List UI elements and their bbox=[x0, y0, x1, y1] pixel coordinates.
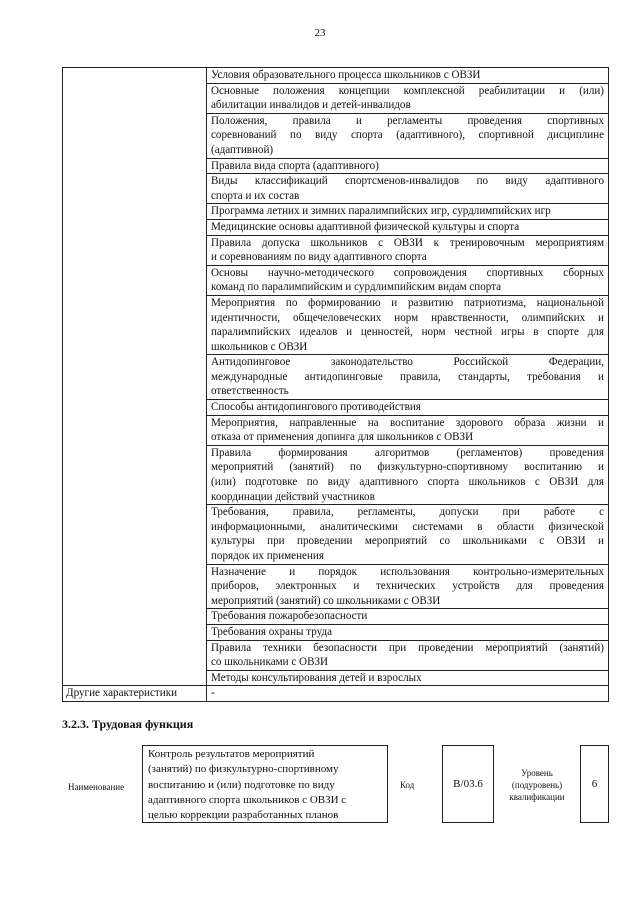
knowledge-table bbox=[62, 67, 609, 702]
code-value-box: В/03.6 bbox=[442, 745, 494, 823]
knowledge-item-line: Мероприятия по формированию и развитию патриотизма, национальной bbox=[211, 296, 604, 309]
knowledge-item-line: Правила допуска школьников с ОВЗИ к тренировочным мероприятиям bbox=[211, 236, 604, 249]
knowledge-item-cell bbox=[207, 564, 609, 609]
knowledge-item-line: Требования, правила, регламенты, допуски при работе с bbox=[211, 506, 604, 519]
knowledge-item-line: отказа от применения допинга для школьников с ОВЗИ bbox=[211, 431, 474, 444]
knowledge-item-line: (адаптивной) bbox=[211, 143, 274, 156]
level-label bbox=[502, 767, 572, 803]
knowledge-item-cell bbox=[207, 174, 609, 204]
knowledge-item-line: порядок их применения bbox=[211, 550, 324, 562]
knowledge-item-line: спорта и их состав bbox=[211, 189, 300, 202]
knowledge-item-line: идентичности, общечеловеческих норм нравственности, олимпийских и bbox=[211, 311, 604, 324]
knowledge-item-cell bbox=[207, 265, 609, 295]
level-label-line: Уровень bbox=[521, 768, 553, 778]
level-label-line: (подуровень) bbox=[511, 780, 563, 790]
knowledge-item-line: культуры при проведении мероприятий со школьниками с ОВЗИ и bbox=[211, 535, 604, 548]
knowledge-item-cell bbox=[207, 640, 609, 670]
knowledge-item-line: Основные положения концепции комплексной реабилитации и (или) bbox=[211, 84, 604, 97]
page-number: 23 bbox=[314, 27, 326, 39]
level-value-box: 6 bbox=[580, 745, 609, 823]
knowledge-item-cell bbox=[207, 219, 609, 235]
knowledge-item-line: Способы антидопингового противодействия bbox=[211, 401, 421, 414]
knowledge-item-line: Правила вида спорта (адаптивного) bbox=[211, 159, 379, 172]
knowledge-item-line: Медицинские основы адаптивной физической культуры и спорта bbox=[211, 220, 520, 233]
knowledge-item-line: и соревнованиям по виду адаптивного спорта bbox=[211, 251, 427, 264]
knowledge-item-line: Основы научно-методического сопровождения спортивных сборных bbox=[211, 266, 604, 279]
knowledge-label-cell bbox=[63, 68, 207, 686]
knowledge-item-line: Антидопинговое законодательство Российской Федерации, bbox=[211, 356, 604, 369]
knowledge-item-cell bbox=[207, 235, 609, 265]
function-name-line: воспитанию и (или) подготовке по виду bbox=[148, 778, 335, 791]
knowledge-item-line: Правила формирования алгоритмов (регламентов) проведения bbox=[211, 446, 604, 459]
knowledge-item-cell bbox=[207, 624, 609, 640]
knowledge-item-cell bbox=[207, 445, 609, 504]
knowledge-item-cell bbox=[207, 68, 609, 84]
knowledge-item-cell bbox=[207, 670, 609, 686]
knowledge-item-line: (или) подготовке по виду адаптивного спорта школьников с ОВЗИ для bbox=[211, 476, 604, 489]
knowledge-item-line: Методы консультирования детей и взрослых bbox=[211, 671, 422, 684]
knowledge-item-line: Программа летних и зимних паралимпийских игр, сурдлимпийских игр bbox=[211, 205, 551, 218]
knowledge-item-line: информационными, аналитическими системами в области физической bbox=[211, 520, 604, 533]
knowledge-item-line: школьников с ОВЗИ bbox=[211, 340, 308, 353]
knowledge-item-line: международные антидопинговые правила, стандарты, требования и bbox=[211, 370, 604, 383]
function-name-line: (занятий) по физкультурно-спортивному bbox=[148, 763, 339, 776]
knowledge-item-line: ответственность bbox=[211, 385, 289, 398]
knowledge-item-line: абилитации инвалидов и детей-инвалидов bbox=[211, 99, 411, 112]
function-name-line: Контроль результатов мероприятий bbox=[148, 748, 315, 760]
knowledge-item-line: координации действий участников bbox=[211, 490, 375, 503]
knowledge-item-line: приборов, электронных и технических устройств для проведения bbox=[211, 580, 604, 593]
knowledge-item-line: Мероприятия, направленные на воспитание здорового образа жизни и bbox=[211, 416, 604, 429]
knowledge-item-cell bbox=[207, 204, 609, 220]
knowledge-item-cell bbox=[207, 158, 609, 174]
labor-function-header bbox=[62, 745, 609, 825]
level-label-line: квалификации bbox=[509, 792, 565, 802]
function-name-line: целью коррекции разработанных планов bbox=[148, 809, 339, 822]
name-label: Наименование bbox=[68, 782, 125, 792]
knowledge-item-line: Правила техники безопасности при проведении мероприятий (занятий) bbox=[211, 641, 604, 654]
knowledge-item-line: мероприятий (занятий) со школьниками с ОВЗИ bbox=[211, 594, 441, 607]
knowledge-item-line: со школьниками с ОВЗИ bbox=[211, 656, 329, 669]
knowledge-item-cell bbox=[207, 400, 609, 416]
other-characteristics-row bbox=[63, 686, 609, 702]
code-label: Код bbox=[400, 780, 415, 790]
knowledge-item-line: Требования пожаробезопасности bbox=[211, 610, 368, 623]
knowledge-item-cell bbox=[207, 609, 609, 625]
knowledge-item-line: Условия образовательного процесса школьников с ОВЗИ bbox=[211, 69, 481, 81]
knowledge-item-cell bbox=[207, 83, 609, 113]
knowledge-item-cell bbox=[207, 415, 609, 445]
knowledge-item-line: команд по паралимпийским и сурдлимпийским видам спорта bbox=[211, 281, 502, 294]
knowledge-item-cell bbox=[207, 505, 609, 564]
knowledge-item-line: Положения, правила и регламенты проведения спортивных bbox=[211, 114, 604, 127]
knowledge-item-cell bbox=[207, 295, 609, 354]
function-name-box bbox=[142, 745, 388, 823]
knowledge-item-line: мероприятий (занятий) по физкультурно-спортивному воспитанию и bbox=[211, 461, 604, 474]
knowledge-item-cell bbox=[207, 113, 609, 158]
knowledge-item-line: Виды классификаций спортсменов-инвалидов по виду адаптивного bbox=[211, 175, 604, 188]
knowledge-item-line: соревнований по виду спорта (адаптивного), спортивной дисциплине bbox=[211, 129, 604, 142]
other-characteristics-label: Другие характеристики bbox=[63, 686, 207, 702]
knowledge-item-line: Назначение и порядок использования контрольно-измерительных bbox=[211, 565, 604, 578]
table-row bbox=[63, 68, 609, 84]
function-name-line: адаптивного спорта школьников с ОВЗИ с bbox=[148, 793, 347, 806]
knowledge-item-line: паралимпийских идеалов и ценностей, норм честной игры в спорте для bbox=[211, 326, 604, 339]
knowledge-item-line: Требования охраны труда bbox=[211, 625, 333, 638]
section-heading: 3.2.3. Трудовая функция bbox=[62, 717, 194, 731]
knowledge-item-cell bbox=[207, 355, 609, 400]
other-characteristics-value: - bbox=[207, 686, 609, 702]
